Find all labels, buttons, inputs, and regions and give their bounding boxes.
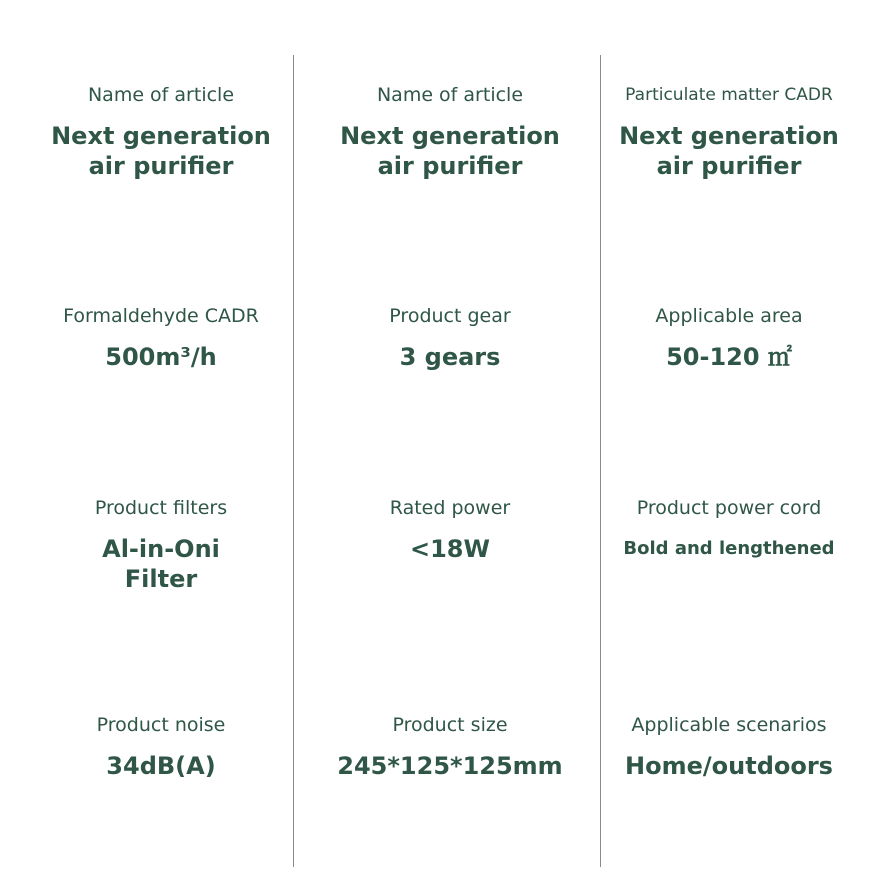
spec-label: Product gear [389, 305, 511, 327]
spec-formaldehyde-cadr [28, 304, 294, 372]
spec-label: Rated power [389, 497, 511, 519]
spec-value: Next generation air purifier [619, 122, 839, 180]
spec-name-of-article-1 [28, 83, 294, 181]
spec-product-power-cord [600, 496, 858, 564]
spec-value: Al-in-Oni Filter [102, 535, 220, 593]
spec-label: Product size [392, 714, 508, 736]
spec-product-size [316, 713, 584, 781]
spec-label: Product filters [94, 497, 228, 519]
spec-label: Name of article [87, 84, 235, 106]
spec-rated-power [316, 496, 584, 564]
spec-value: 3 gears [399, 343, 501, 371]
spec-label: Applicable area [655, 305, 803, 327]
spec-value: Next generation air purifier [340, 122, 560, 180]
spec-label: Product noise [96, 714, 226, 736]
spec-value: <18W [410, 535, 490, 563]
spec-value: 34dB(A) [106, 752, 216, 780]
spec-product-noise [28, 713, 294, 781]
spec-value: Home/outdoors [625, 752, 833, 780]
spec-name-of-article-2 [316, 83, 584, 181]
spec-applicable-scenarios [600, 713, 858, 781]
spec-value: 245*125*125mm [337, 752, 563, 780]
spec-product-gear [316, 304, 584, 372]
spec-particulate-matter-cadr [600, 83, 858, 181]
spec-product-filters [28, 496, 294, 594]
spec-value: 500m³/h [105, 343, 217, 371]
spec-label: Particulate matter CADR [625, 85, 833, 105]
spec-label: Product power cord [636, 497, 822, 519]
spec-value: Next generation air purifier [51, 122, 271, 180]
spec-value: 50-120 ㎡ [666, 343, 792, 371]
spec-value: Bold and lengthened [623, 538, 835, 559]
spec-applicable-area [600, 304, 858, 372]
spec-label: Formaldehyde CADR [63, 305, 259, 327]
spec-label: Applicable scenarios [631, 714, 827, 736]
spec-label: Name of article [376, 84, 524, 106]
